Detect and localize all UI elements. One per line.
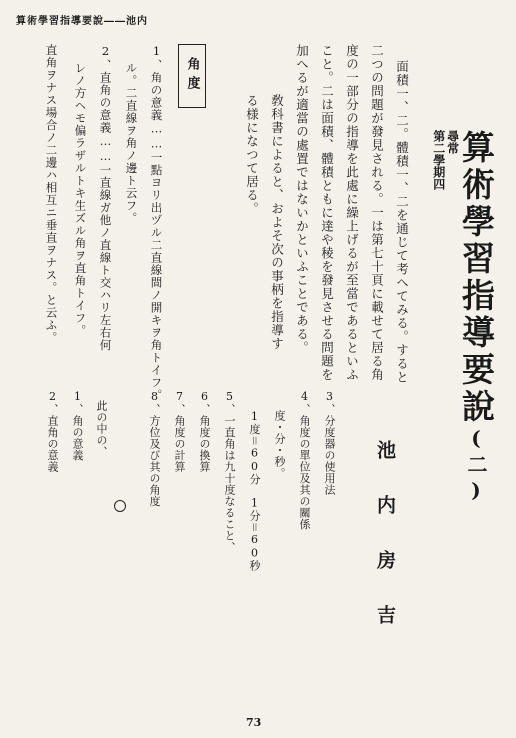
topic-item: 4、角度の單位及其の關係 <box>298 390 311 530</box>
left-list-item: 1、角の意義 <box>71 390 84 461</box>
definition-line: レノ方ヘモ偏ラザルトキ生ズル角ヲ直角トイフ。 <box>73 62 88 337</box>
left-list-item: 此の中の、 <box>95 400 108 458</box>
topic-item: 度・分・秒。 <box>273 410 286 479</box>
body-line: 敎科書によると、およそ次の事柄を指導す <box>269 94 285 351</box>
definition-line: 1、角の意義……一點ヨリ出ヅル二直線間ノ開キヲ角トイフ。 <box>149 44 164 402</box>
body-line: る様になつて居る。 <box>244 94 260 216</box>
body-line: こと。二は面積、體積ともに達や稜を發見させる問題を <box>319 44 335 382</box>
circle-mark <box>114 500 126 512</box>
article-title-part: (二) <box>464 426 488 506</box>
article-title-text: 算術學習指導要說 <box>457 130 496 426</box>
author-name: 池内房吉 <box>374 440 396 660</box>
body-line: 面積一、二。體積一、二を通じて考へてみる。すると <box>394 60 410 384</box>
body-line: 二つの問題が發見される。一は第七十頁に載せて居る角 <box>369 44 385 382</box>
article-title <box>453 130 500 506</box>
section-heading: 角度 <box>178 44 206 108</box>
left-list-item: 2、直角の意義 <box>46 390 59 473</box>
topic-item: 3、分度器の使用法 <box>323 390 336 496</box>
definition-line: ル。二直線ヲ角ノ邊ト云フ。 <box>124 62 139 225</box>
body-line: 加へるが適當の處置ではないかといふことである。 <box>294 44 310 355</box>
topic-item: 6、角度の換算 <box>198 390 211 473</box>
body-line: 度の一部分の指導を此處に繰上げるが至當であるといふ <box>344 44 360 382</box>
definition-line: 直角ヲナス場合ノ二邊ハ相互ニ垂直ヲナス。と云ふ。 <box>44 44 59 344</box>
running-header: 算術學習指導要說――池内 <box>16 16 148 27</box>
series-label-line-2: 第二學期四 <box>431 130 446 190</box>
definition-line: 2、直角の意義……一直線ガ他ノ直線ト交ハリ左右何 <box>98 44 113 352</box>
series-label-line-1: 尋常 <box>445 130 460 154</box>
page-number: 73 <box>246 716 262 729</box>
topic-item: 7、角度の計算 <box>173 390 186 473</box>
topic-item: 5、一直角は九十度なること、 <box>223 390 236 553</box>
topic-item: 1度＝60分 1分＝60秒 <box>248 410 261 572</box>
topic-item: 8、方位及び其の角度 <box>148 390 161 507</box>
